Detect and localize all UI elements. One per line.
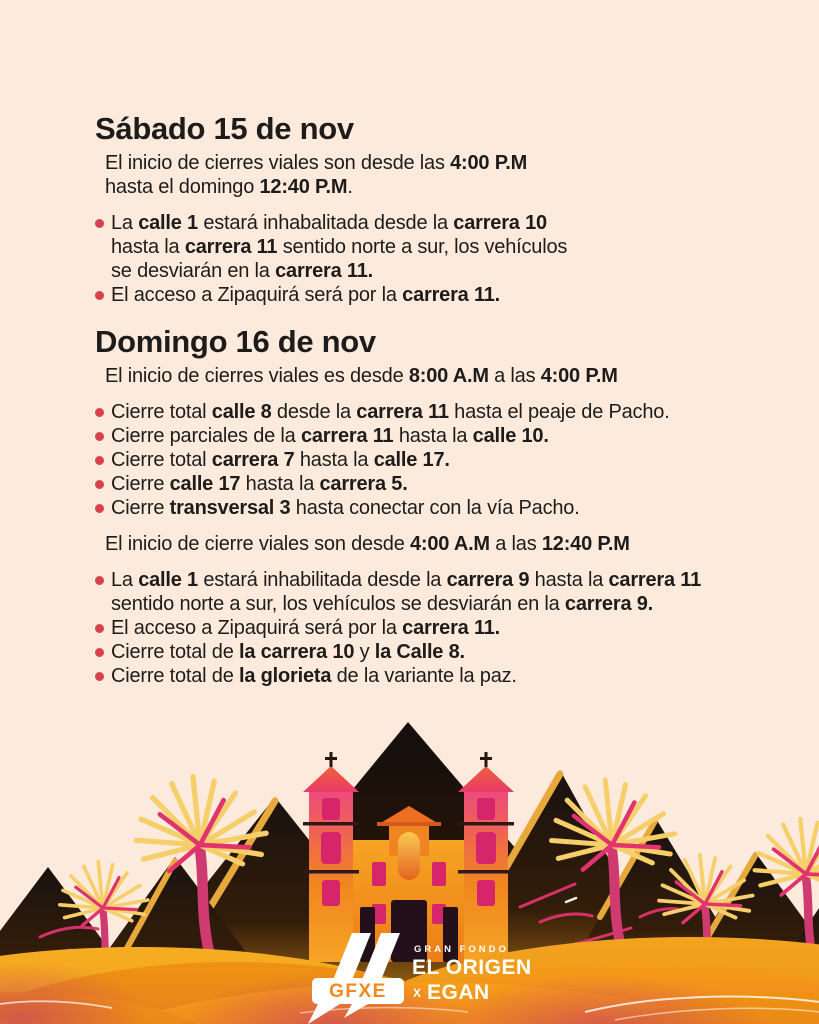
logo-title: EL ORIGEN <box>412 956 532 979</box>
sunday-closure-list <box>95 400 785 520</box>
tower-roof-left <box>303 766 359 792</box>
logo-kicker: GRAN FONDO <box>414 944 509 955</box>
section-sunday <box>95 325 785 688</box>
bullet-dot <box>95 504 104 513</box>
bullet-dot <box>95 576 104 585</box>
bullet-dot <box>95 408 104 417</box>
closure-item <box>95 664 785 688</box>
bullet-dot <box>95 291 104 300</box>
closure-item <box>95 616 785 640</box>
bullet-dot <box>95 648 104 657</box>
pediment-base <box>377 822 441 826</box>
closure-info <box>95 112 785 688</box>
closure-text: Cierre total de la carrera 10 y la Calle 8. <box>111 641 465 663</box>
closure-text: Cierre total carrera 7 hasta la calle 17. <box>111 449 450 471</box>
closure-item <box>95 424 785 448</box>
tower-roof-right <box>458 766 514 792</box>
closure-item <box>95 400 785 424</box>
closure-text: Cierre calle 17 hasta la carrera 5. <box>111 473 408 495</box>
section-heading-saturday: Sábado 15 de nov <box>95 111 354 146</box>
gfxe-badge-text: GFXE <box>329 981 387 1002</box>
closure-item <box>95 640 785 664</box>
landscape-illustration <box>0 712 819 1024</box>
bullet-dot <box>95 480 104 489</box>
closure-text: Cierre total de la glorieta de la variante la paz. <box>111 665 517 687</box>
section-saturday <box>95 112 785 307</box>
closure-item <box>95 448 785 472</box>
saturday-intro: El inicio de cierres viales son desde las 4:00 P.M hasta el domingo 12:40 P.M. <box>105 152 528 198</box>
logo-x: X <box>413 986 422 1000</box>
bullet-dot <box>95 456 104 465</box>
bullet-dot <box>95 624 104 633</box>
closure-text: El acceso a Zipaquirá será por la carrera 11. <box>111 617 501 639</box>
section-heading-sunday: Domingo 16 de nov <box>95 324 376 359</box>
closure-text: La calle 1 estará inhabalitada desde la carrera 10 hasta la carrera 11 sentido norte a sur, los vehículos se desviarán en la carrera 11. <box>111 212 568 282</box>
closure-text: La calle 1 estará inhabilitada desde la carrera 9 hasta la carrera 11 sentido norte a sur, los vehículos se desviarán en la carrera 9. <box>111 569 702 615</box>
closure-text: Cierre total calle 8 desde la carrera 11 hasta el peaje de Pacho. <box>111 401 670 423</box>
sunday-closure-list-2 <box>95 568 785 688</box>
closure-item <box>95 472 785 496</box>
bullet-dot <box>95 672 104 681</box>
sunday-intro-2: El inicio de cierre viales son desde 4:00 A.M a las 12:40 P.M <box>105 533 630 555</box>
closure-item <box>95 496 785 520</box>
closure-item <box>95 568 785 616</box>
closure-text: Cierre parciales de la carrera 11 hasta la calle 10. <box>111 425 549 447</box>
saturday-closure-list <box>95 211 785 307</box>
closure-text: Cierre transversal 3 hasta conectar con la vía Pacho. <box>111 497 580 519</box>
sunday-intro: El inicio de cierres viales es desde 8:00 A.M a las 4:00 P.M <box>105 365 618 387</box>
closure-item <box>95 283 785 307</box>
closure-item <box>95 211 785 283</box>
logo-name: EGAN <box>427 981 490 1004</box>
closure-text: El acceso a Zipaquirá será por la carrera 11. <box>111 284 501 306</box>
arch-window <box>398 832 420 880</box>
bullet-dot <box>95 219 104 228</box>
bullet-dot <box>95 432 104 441</box>
